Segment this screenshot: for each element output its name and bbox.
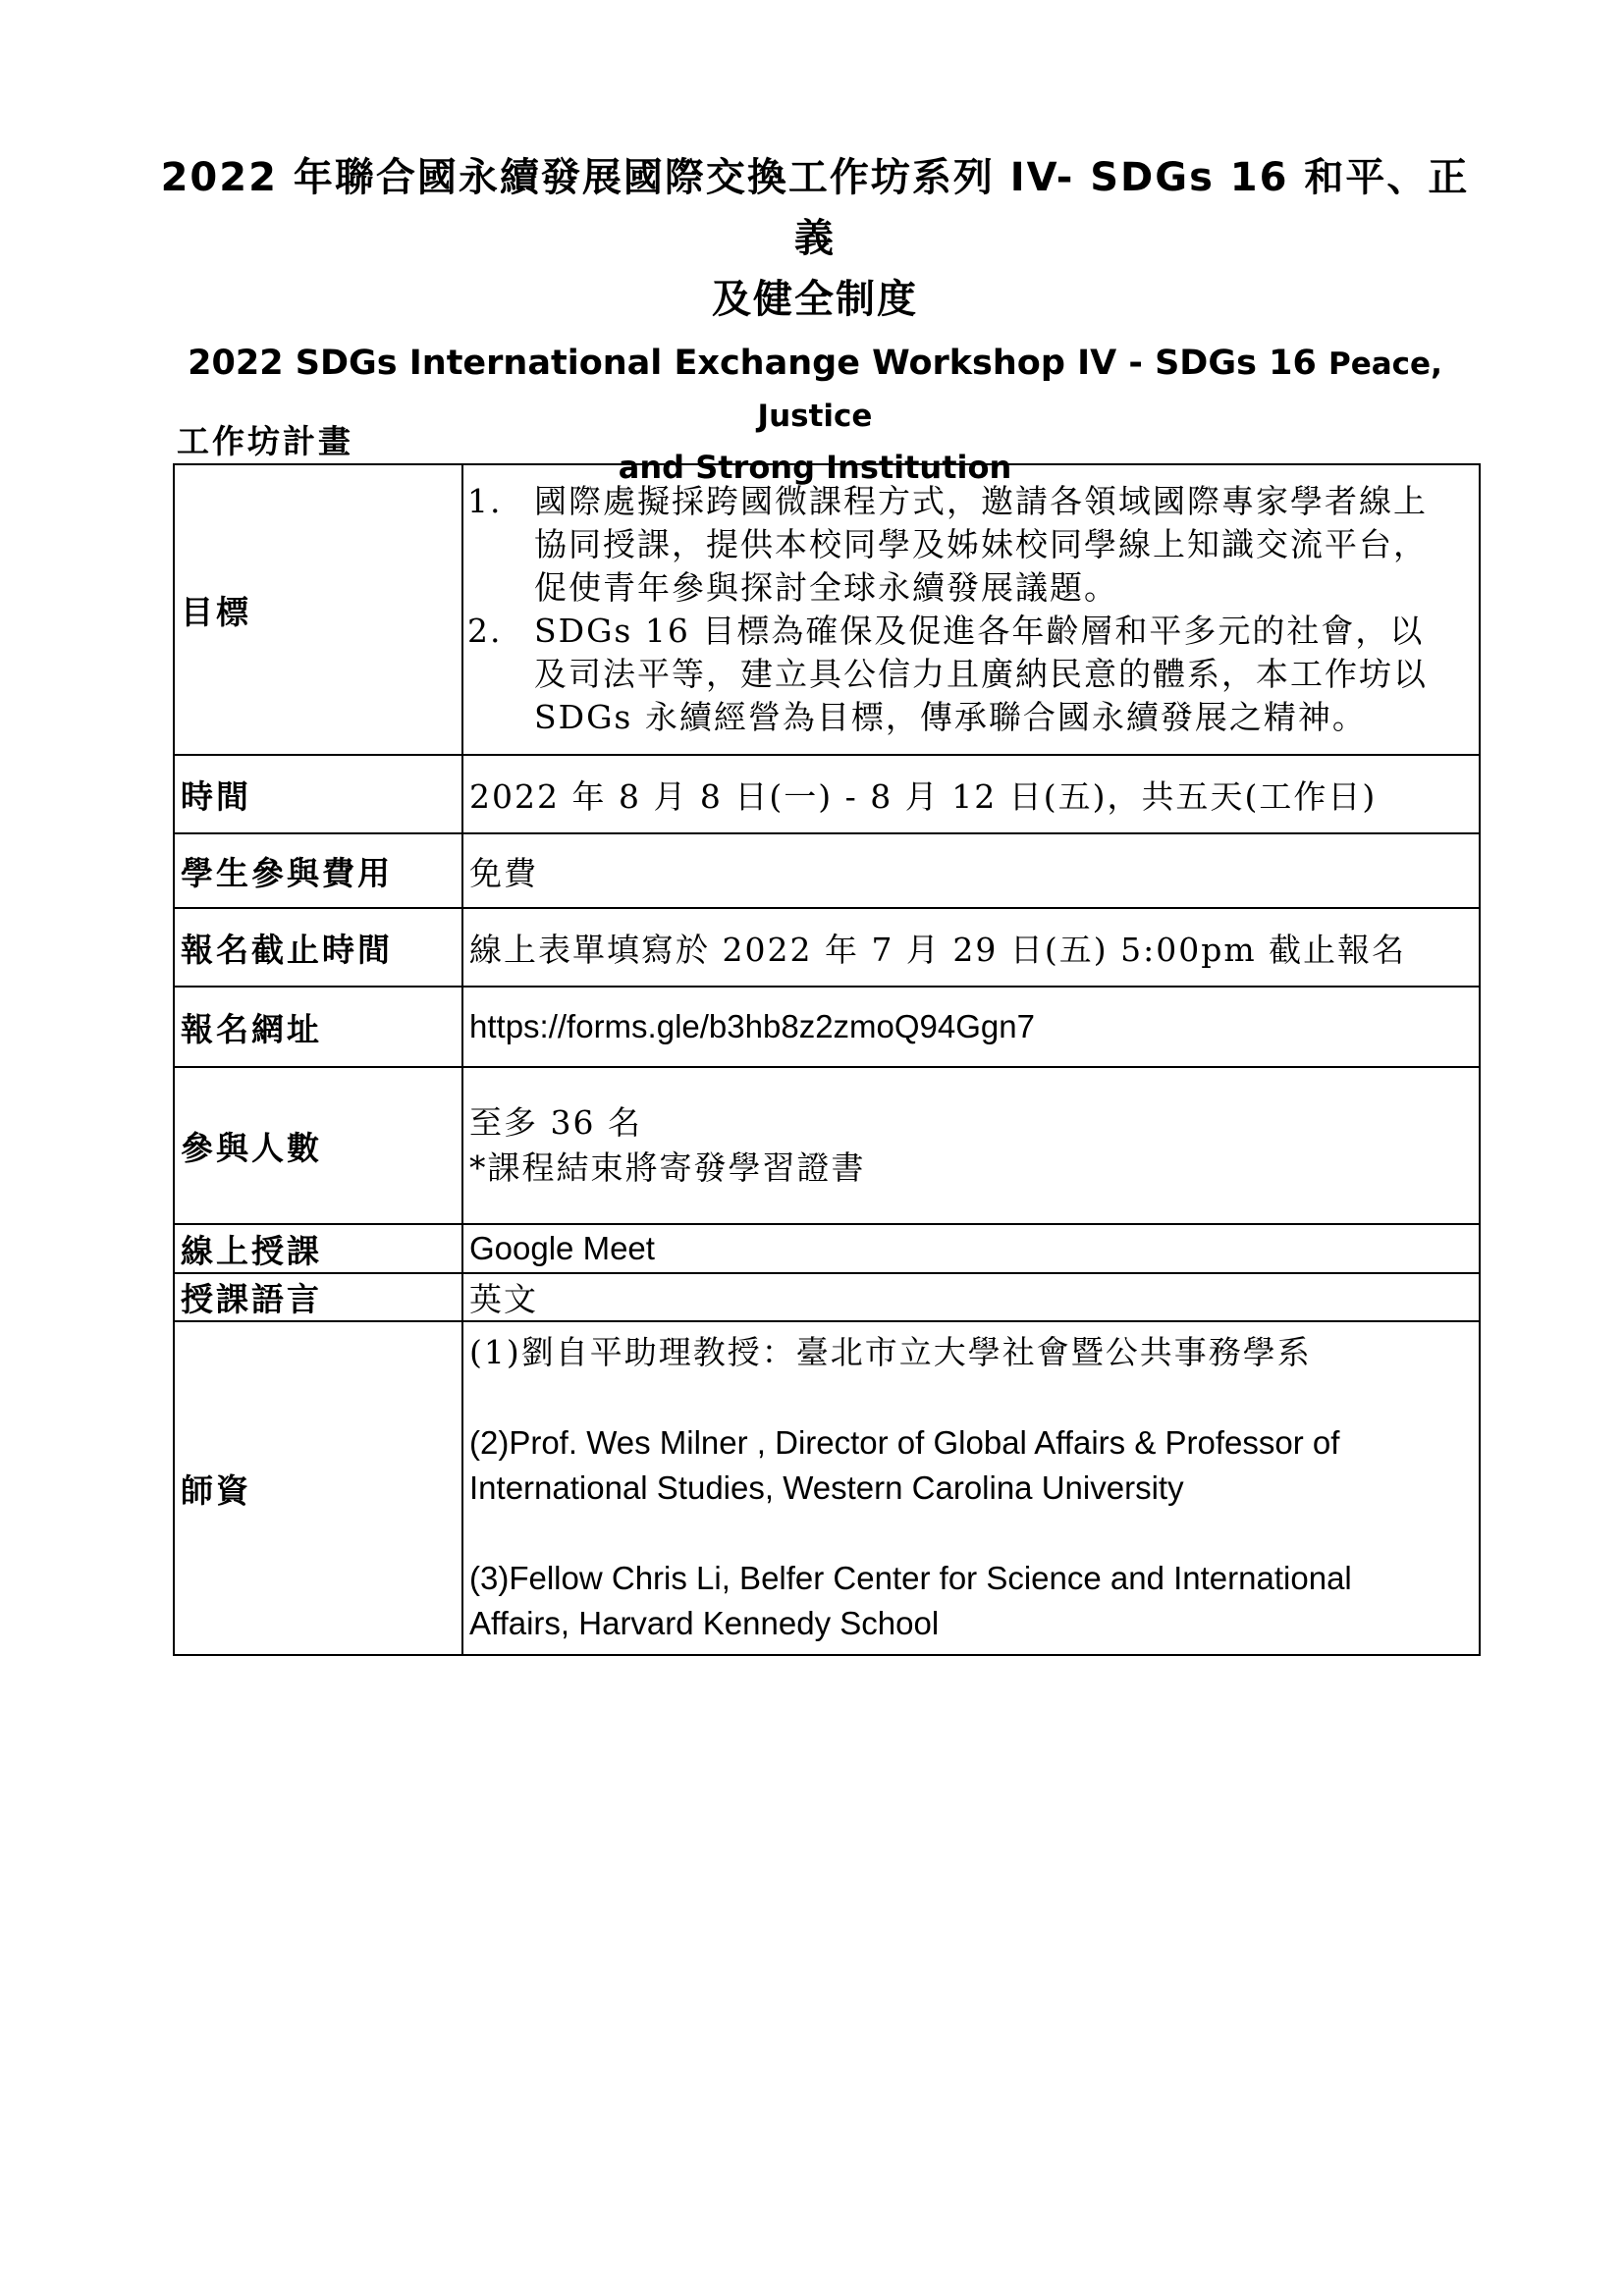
value-goal: [462, 464, 1480, 755]
label-language: 授課語言: [174, 1273, 462, 1321]
row-time: [174, 755, 1480, 833]
value-language: 英文: [462, 1273, 1480, 1321]
faculty-2-line1: (2)Prof. Wes Milner , Director of Global Affairs & Professor of: [469, 1424, 1340, 1461]
value-deadline: 線上表單填寫於 2022 年 7 月 29 日(五) 5:00pm 截止報名: [462, 908, 1480, 987]
value-fee: 免費: [462, 833, 1480, 908]
value-online: Google Meet: [462, 1224, 1480, 1273]
title-en-line1: [157, 338, 1473, 442]
row-language: [174, 1273, 1480, 1321]
label-participants: 參與人數: [174, 1067, 462, 1224]
label-goal: 目標: [174, 464, 462, 755]
participants-max: 至多 36 名: [469, 1103, 642, 1142]
participants-note: *課程結束將寄發學習證書: [469, 1148, 866, 1187]
row-url: [174, 987, 1480, 1067]
label-deadline: 報名截止時間: [174, 908, 462, 987]
title-en-line1-small: Peace, Justice: [757, 347, 1442, 434]
faculty-3-line2: Affairs, Harvard Kennedy School: [469, 1605, 940, 1641]
row-deadline: [174, 908, 1480, 987]
goal-text: 國際處擬採跨國微課程方式，邀請各領域國際專家學者線上協同授課，提供本校同學及姊妹校同學線上知識交流平台，促使青年參與探討全球永續發展議題。: [534, 482, 1428, 607]
registration-link[interactable]: https://forms.gle/b3hb8z2zmoQ94Ggn7: [462, 987, 1480, 1067]
faculty-3-line1: (3)Fellow Chris Li, Belfer Center for Science and International: [469, 1560, 1352, 1596]
goal-num: 1.: [467, 482, 503, 520]
label-faculty: 師資: [174, 1321, 462, 1655]
title-en-line1-main: 2022 SDGs International Exchange Workshop IV - SDGs 16: [188, 344, 1328, 383]
row-online: [174, 1224, 1480, 1273]
goal-text: SDGs 16 目標為確保及促進各年齡層和平多元的社會，以及司法平等，建立具公信力且廣納民意的體系，本工作坊以 SDGs 永續經營為目標，傳承聯合國永續發展之精神。: [534, 612, 1428, 736]
section-label: 工作坊計畫: [177, 422, 353, 460]
list-item: [467, 480, 1449, 610]
goal-list: [467, 480, 1449, 739]
value-time: 2022 年 8 月 8 日(一) - 8 月 12 日(五)，共五天(工作日): [462, 755, 1480, 833]
faculty-2-line2: International Studies, Western Carolina University: [469, 1469, 1184, 1506]
value-participants: [462, 1067, 1480, 1224]
value-faculty: [462, 1321, 1480, 1655]
row-goal: [174, 464, 1480, 755]
row-faculty: [174, 1321, 1480, 1655]
document-title: [157, 147, 1473, 493]
label-url: 報名網址: [174, 987, 462, 1067]
row-participants: [174, 1067, 1480, 1224]
label-online: 線上授課: [174, 1224, 462, 1273]
plan-table: [173, 463, 1481, 1656]
faculty-1-line1: (1)劉自平助理教授：臺北市立大學社會暨公共事務學系: [469, 1333, 1312, 1371]
list-item: [467, 610, 1449, 739]
title-zh-line2: 及健全制度: [712, 277, 918, 322]
title-en-line2: and Strong Institution: [618, 449, 1012, 486]
row-fee: [174, 833, 1480, 908]
label-fee: 學生參與費用: [174, 833, 462, 908]
label-time: 時間: [174, 755, 462, 833]
goal-num: 2.: [467, 612, 503, 650]
title-zh-line1: 2022 年聯合國永續發展國際交換工作坊系列 IV- SDGs 16 和平、正義: [160, 155, 1470, 261]
